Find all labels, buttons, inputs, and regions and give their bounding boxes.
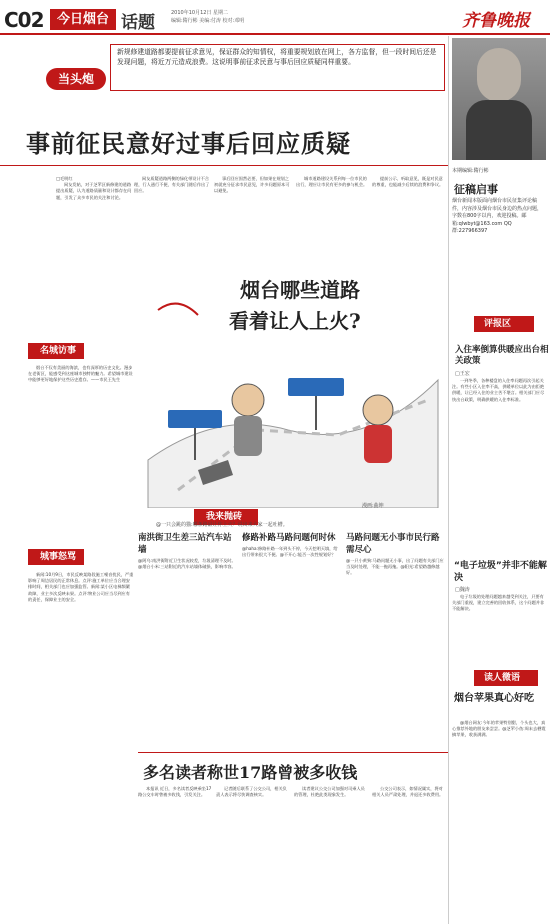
feature-column-3 bbox=[346, 532, 444, 742]
person-head-1 bbox=[232, 384, 264, 416]
header-date: 2010年10月12日 星期二 bbox=[171, 10, 229, 16]
feature-text-1: @阿乌:南洪街附近卫生状况较差，垃圾清理不及时。@烟台小米:三站附近的汽车站墙体破损，影响市容。 bbox=[138, 558, 236, 570]
complaint-paragraph: 新闻:10月9日，市民反映某路段施工噪音扰民，严重影响了周边居民的正常休息。点评:施工单位应当合理安排时间，相关部门也应加强监管。新闻:某小区电梯频繁故障，业主多次反映未果。点评:物业公司应当尽到应有的责任，保障业主的安全。 bbox=[28, 572, 134, 602]
complaint-text bbox=[28, 572, 134, 922]
newspaper-logo: 齐鲁晚报 bbox=[462, 11, 530, 31]
section-tag: 今日烟台 bbox=[50, 9, 116, 30]
second-paragraph: 读者建议公交公司加强对司乘人员的管理，杜绝此类现象发生。 bbox=[294, 786, 365, 798]
page-number: C02 bbox=[4, 8, 44, 32]
ewaste-text bbox=[452, 594, 546, 654]
feature-title-line1: 烟台哪些道路 bbox=[240, 278, 360, 302]
topic-label: 话题 bbox=[121, 13, 155, 33]
article-author: □毛明红 bbox=[56, 176, 73, 181]
feature-text-3: @一只小黄狗:马路问题无小事，出了问题有关部门应当及时处理，不能一拖再拖。@阳光:希望路越修越好。 bbox=[346, 558, 444, 576]
main-headline: 事前征民意好过事后回应质疑 bbox=[26, 129, 351, 158]
second-paragraph: 公交公司表示，如情况属实，将对相关人员严肃处理，并退还多收费用。 bbox=[372, 786, 444, 798]
cartoon-credit: 漫画:曲坤 bbox=[362, 503, 384, 509]
feature-title-line2: 看着让人上火? bbox=[229, 309, 361, 333]
feature-subhead-1: 南洪街卫生差三站汽车站墙 bbox=[138, 533, 232, 555]
person-head-2 bbox=[363, 395, 393, 425]
review-badge: 评报区 bbox=[474, 316, 534, 332]
notice-text: 烟台新闻本版面向烟台市民征集评论稿件，内容涉及烟台市民身边的热点问题，字数在800字以内，欢迎投稿。邮箱:qlwbyt@163.com QQ群:227966397 bbox=[452, 198, 543, 234]
city-text bbox=[28, 365, 134, 545]
second-column-4 bbox=[372, 786, 446, 922]
road-sign-1 bbox=[288, 378, 344, 396]
article-column-3 bbox=[214, 176, 292, 252]
notice-title: 征稿启事 bbox=[454, 183, 498, 196]
article-paragraph: 网友质疑道路两侧的绿化带设计不合理，行人通行不便，有关部门随后作出了回应。 bbox=[134, 176, 210, 194]
second-article-columns bbox=[138, 786, 448, 922]
article-column-2 bbox=[134, 176, 210, 252]
feature-badge: 我来抛砖 bbox=[194, 509, 258, 525]
second-headline: 多名读者称世17路曾被多收钱 bbox=[143, 763, 358, 782]
second-column-2 bbox=[216, 786, 290, 922]
feature-text-2: @haha:修路补路一年到头不停，今天挖明天填，给出行带来很大不便。@不开心:能否一次性规划好？ bbox=[242, 546, 338, 558]
lead-summary: 新规修建道路都要提前征求意见，保证群众的知情权，将重要规划放在网上，各方监督，但一段时间后还是发现问题，将近万元造成浪费。这说明事前征求民意与事后回应质疑同样重要。 bbox=[110, 44, 445, 91]
article-paragraph: 事后回应固然必要，但如果在规划之初就充分征求市民意见，许多问题原本可以避免。 bbox=[214, 176, 290, 194]
second-column-1 bbox=[138, 786, 212, 922]
complaint-badge: 城事怒骂 bbox=[28, 549, 84, 565]
article-paragraph: 城市道路建设关系到每一位市民的出行，理应让市民有更多的参与机会。 bbox=[296, 176, 368, 188]
article-column-5 bbox=[372, 176, 446, 252]
person-body-1 bbox=[234, 416, 262, 456]
feature-column-1 bbox=[138, 532, 236, 742]
article-column-1 bbox=[56, 176, 132, 366]
review-text bbox=[452, 378, 546, 532]
person-body-2 bbox=[364, 425, 392, 463]
headline-divider bbox=[0, 165, 448, 166]
second-column-3 bbox=[294, 786, 368, 922]
ewaste-paragraph: 电子垃圾的处理问题越来越受到关注，只要有关部门重视，建立完善的回收体系，这个问题并非不能解决。 bbox=[452, 594, 545, 612]
editor-caption: 本期编辑:隋行彬 bbox=[452, 168, 489, 174]
article-paragraph: 网友发帖，对于芝罘区新修建的道路提出质疑，认为道路质量和设计都存在问题，引发了众多市民的关注和讨论。 bbox=[56, 182, 132, 200]
feature-columns bbox=[138, 532, 446, 742]
feature-subhead-2: 修路补路马路问题何时休 bbox=[242, 533, 336, 543]
feature-column-2 bbox=[242, 532, 340, 742]
editor-photo-face bbox=[477, 48, 521, 102]
header-divider bbox=[0, 33, 550, 35]
review-paragraph: 一到冬季，各种楼盘的入住率问题再次引起关注。有些小区入住率不高，供暖单位以此为由拒绝供暖，让已经入住的业主苦不堪言。相关部门应尽快出台政策，明确供暖的入住率标准。 bbox=[452, 378, 545, 402]
second-divider bbox=[138, 752, 448, 753]
apple-headline: 烟台苹果真心好吃 bbox=[454, 693, 534, 704]
weibo-badge: 读人微语 bbox=[474, 670, 538, 686]
lead-badge: 当头炮 bbox=[46, 68, 106, 90]
article-column-4 bbox=[296, 176, 368, 252]
article-paragraph: 提前公示、听取意见，既是对民意的尊重，也能减少后续的浪费和争议。 bbox=[372, 176, 444, 188]
second-paragraph: 本报讯 近日，多名读者反映乘坐17路公交车时曾被多收钱，引发关注。 bbox=[138, 786, 212, 798]
apple-paragraph: @烟台网友:今年的苹果特别甜，个头也大，真心推荐外地的朋友来尝尝。@芝罘小鱼:周末去栖霞摘苹果，收获满满。 bbox=[452, 720, 546, 738]
second-paragraph: 记者随后联系了公交公司，相关负责人表示将尽快调查核实。 bbox=[216, 786, 287, 798]
city-paragraph: 烟台不仅有美丽的海滨，也有深厚的历史文化。漫步在老街区，能感受到这座城市独特的魅力。希望城市建设中能够更好地保护这些历史遗存。——市民王先生 bbox=[28, 365, 133, 383]
review-author: □王宏 bbox=[455, 371, 470, 377]
ewaste-headline: “电子垃圾”并非不能解决 bbox=[454, 561, 547, 583]
sidebar-divider bbox=[448, 36, 449, 924]
header-editors: 编辑:隋行彬 美编:付涛 校对:邓明 bbox=[171, 18, 245, 24]
cartoon-caption: @一只会跳的猫:哪条路最让你上火？说出来大家一起吐槽。 bbox=[156, 522, 288, 528]
city-badge: 名城访事 bbox=[28, 343, 84, 359]
ewaste-author: □魏涛 bbox=[455, 587, 470, 593]
review-headline: 入住率倒算供暖应出台相关政策 bbox=[455, 345, 549, 366]
feature-subhead-3: 马路问题无小事市民行路需尽心 bbox=[346, 533, 440, 555]
road-sign-2 bbox=[168, 410, 222, 428]
apple-text bbox=[452, 720, 546, 920]
editor-photo-body bbox=[466, 100, 532, 160]
